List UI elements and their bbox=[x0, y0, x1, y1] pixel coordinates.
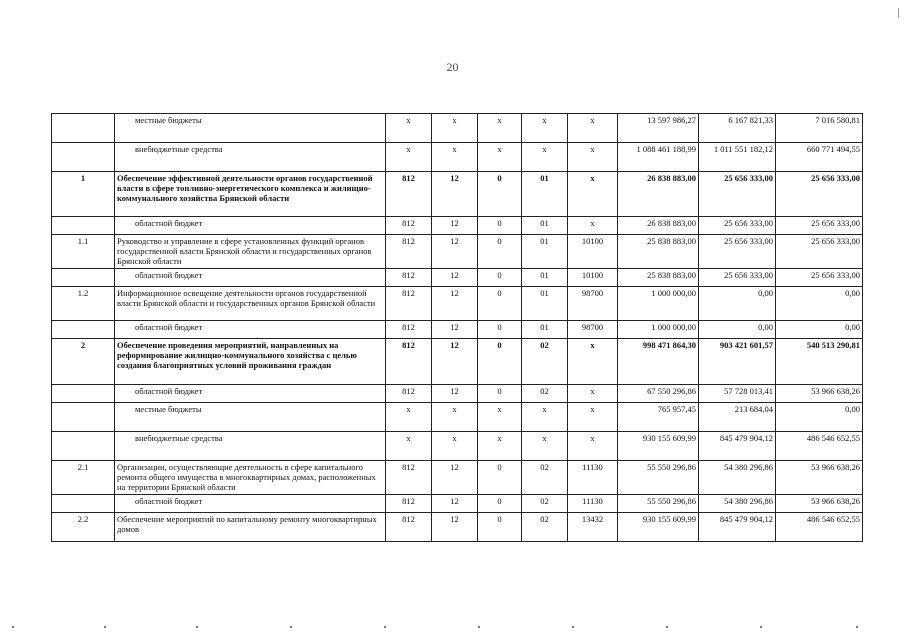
row-name: областной бюджет bbox=[115, 495, 386, 513]
code-subprogram: x bbox=[478, 114, 522, 143]
code-main-activity: 02 bbox=[522, 495, 568, 513]
amount-year-1: 13 597 986,27 bbox=[618, 114, 699, 143]
amount-year-3: 0,00 bbox=[776, 403, 863, 432]
code-direction: x bbox=[568, 172, 618, 217]
amount-year-3: 7 016 580,81 bbox=[776, 114, 863, 143]
code-main-activity: 01 bbox=[522, 172, 568, 217]
code-main-activity: 01 bbox=[522, 269, 568, 287]
code-gov: 812 bbox=[386, 235, 432, 269]
code-gov: x bbox=[386, 403, 432, 432]
code-section: 12 bbox=[432, 461, 478, 495]
table-row bbox=[52, 321, 863, 339]
row-number: 1.1 bbox=[52, 235, 115, 269]
code-section: 12 bbox=[432, 495, 478, 513]
amount-year-2: 0,00 bbox=[699, 321, 776, 339]
row-number bbox=[52, 432, 115, 461]
budget-table bbox=[51, 113, 863, 542]
code-section: 12 bbox=[432, 287, 478, 321]
code-direction: 98700 bbox=[568, 321, 618, 339]
code-main-activity: 02 bbox=[522, 339, 568, 385]
table-row bbox=[52, 269, 863, 287]
code-direction: x bbox=[568, 339, 618, 385]
code-subprogram: 0 bbox=[478, 172, 522, 217]
amount-year-3: 53 966 638,26 bbox=[776, 385, 863, 403]
code-direction: x bbox=[568, 432, 618, 461]
code-subprogram: 0 bbox=[478, 495, 522, 513]
table-row bbox=[52, 495, 863, 513]
amount-year-2: 57 728 013,41 bbox=[699, 385, 776, 403]
amount-year-3: 25 656 333,00 bbox=[776, 269, 863, 287]
code-subprogram: x bbox=[478, 432, 522, 461]
row-number: 1.2 bbox=[52, 287, 115, 321]
row-number bbox=[52, 495, 115, 513]
code-gov: 812 bbox=[386, 513, 432, 542]
amount-year-2: 0,00 bbox=[699, 287, 776, 321]
amount-year-2: 903 421 601,57 bbox=[699, 339, 776, 385]
code-subprogram: 0 bbox=[478, 513, 522, 542]
amount-year-3: 0,00 bbox=[776, 287, 863, 321]
code-gov: 812 bbox=[386, 339, 432, 385]
row-number bbox=[52, 403, 115, 432]
amount-year-2: 25 656 333,00 bbox=[699, 172, 776, 217]
row-number bbox=[52, 217, 115, 235]
amount-year-3: 53 966 638,26 bbox=[776, 461, 863, 495]
row-number bbox=[52, 143, 115, 172]
code-gov: x bbox=[386, 114, 432, 143]
amount-year-1: 26 838 883,00 bbox=[618, 172, 699, 217]
amount-year-2: 6 167 821,33 bbox=[699, 114, 776, 143]
code-gov: 812 bbox=[386, 287, 432, 321]
code-gov: 812 bbox=[386, 385, 432, 403]
amount-year-3: 486 546 652,55 bbox=[776, 513, 863, 542]
code-main-activity: x bbox=[522, 114, 568, 143]
code-subprogram: x bbox=[478, 143, 522, 172]
amount-year-2: 1 011 551 182,12 bbox=[699, 143, 776, 172]
amount-year-2: 213 684,04 bbox=[699, 403, 776, 432]
row-name: местные бюджеты bbox=[115, 403, 386, 432]
code-direction: x bbox=[568, 114, 618, 143]
table-row bbox=[52, 287, 863, 321]
code-main-activity: 01 bbox=[522, 235, 568, 269]
code-section: 12 bbox=[432, 339, 478, 385]
code-direction: 98700 bbox=[568, 287, 618, 321]
amount-year-3: 25 656 333,00 bbox=[776, 235, 863, 269]
code-gov: x bbox=[386, 432, 432, 461]
amount-year-1: 26 838 883,00 bbox=[618, 217, 699, 235]
amount-year-2: 54 380 296,86 bbox=[699, 461, 776, 495]
code-subprogram: 0 bbox=[478, 385, 522, 403]
code-subprogram: 0 bbox=[478, 217, 522, 235]
code-main-activity: 02 bbox=[522, 513, 568, 542]
code-direction: 10100 bbox=[568, 235, 618, 269]
amount-year-2: 25 656 333,00 bbox=[699, 235, 776, 269]
row-number: 2.1 bbox=[52, 461, 115, 495]
amount-year-3: 540 513 290,81 bbox=[776, 339, 863, 385]
code-main-activity: x bbox=[522, 143, 568, 172]
code-subprogram: 0 bbox=[478, 287, 522, 321]
code-gov: x bbox=[386, 143, 432, 172]
page-number: 20 bbox=[446, 60, 459, 74]
amount-year-3: 0,00 bbox=[776, 321, 863, 339]
table-row bbox=[52, 143, 863, 172]
table-row bbox=[52, 513, 863, 542]
code-main-activity: 02 bbox=[522, 461, 568, 495]
code-gov: 812 bbox=[386, 269, 432, 287]
code-subprogram: 0 bbox=[478, 461, 522, 495]
amount-year-1: 1 000 000,00 bbox=[618, 287, 699, 321]
amount-year-2: 25 656 333,00 bbox=[699, 269, 776, 287]
amount-year-2: 54 380 296,86 bbox=[699, 495, 776, 513]
table-row bbox=[52, 114, 863, 143]
table-row bbox=[52, 217, 863, 235]
table-row bbox=[52, 403, 863, 432]
amount-year-1: 67 550 296,86 bbox=[618, 385, 699, 403]
code-section: 12 bbox=[432, 513, 478, 542]
code-section: x bbox=[432, 114, 478, 143]
row-name: Информационное освещение деятельности органов государственной власти Брянской области и государственных органов Брянской области bbox=[115, 287, 386, 321]
table-row bbox=[52, 235, 863, 269]
code-direction: 11130 bbox=[568, 461, 618, 495]
amount-year-3: 486 546 652,55 bbox=[776, 432, 863, 461]
table-row bbox=[52, 461, 863, 495]
code-direction: x bbox=[568, 403, 618, 432]
row-number bbox=[52, 385, 115, 403]
code-subprogram: 0 bbox=[478, 269, 522, 287]
code-section: x bbox=[432, 432, 478, 461]
code-main-activity: x bbox=[522, 432, 568, 461]
code-main-activity: 01 bbox=[522, 321, 568, 339]
amount-year-2: 25 656 333,00 bbox=[699, 217, 776, 235]
code-direction: x bbox=[568, 385, 618, 403]
code-section: 12 bbox=[432, 172, 478, 217]
scan-edge-mark bbox=[898, 8, 899, 18]
code-direction: 11130 bbox=[568, 495, 618, 513]
code-section: x bbox=[432, 143, 478, 172]
amount-year-1: 25 838 883,00 bbox=[618, 235, 699, 269]
row-name: внебюджетные средства bbox=[115, 143, 386, 172]
row-name: Руководство и управление в сфере установленных функций органов государственной власти Брянской области и государственных органов Брянской области bbox=[115, 235, 386, 269]
code-main-activity: 02 bbox=[522, 385, 568, 403]
code-subprogram: x bbox=[478, 403, 522, 432]
code-main-activity: x bbox=[522, 403, 568, 432]
amount-year-1: 1 000 000,00 bbox=[618, 321, 699, 339]
row-name: областной бюджет bbox=[115, 321, 386, 339]
code-subprogram: 0 bbox=[478, 321, 522, 339]
row-name: Обеспечение эффективной деятельности органов государственной власти в сфере топливно-энергетического комплекса и жилищно-коммунального хозяйства Брянской области bbox=[115, 172, 386, 217]
row-number bbox=[52, 321, 115, 339]
code-gov: 812 bbox=[386, 217, 432, 235]
row-number: 2.2 bbox=[52, 513, 115, 542]
code-gov: 812 bbox=[386, 321, 432, 339]
row-number bbox=[52, 269, 115, 287]
code-main-activity: 01 bbox=[522, 287, 568, 321]
code-gov: 812 bbox=[386, 495, 432, 513]
amount-year-3: 25 656 333,00 bbox=[776, 172, 863, 217]
amount-year-3: 53 966 638,26 bbox=[776, 495, 863, 513]
row-name: областной бюджет bbox=[115, 217, 386, 235]
code-gov: 812 bbox=[386, 172, 432, 217]
code-subprogram: 0 bbox=[478, 339, 522, 385]
code-direction: x bbox=[568, 217, 618, 235]
table-row bbox=[52, 172, 863, 217]
amount-year-2: 845 479 904,12 bbox=[699, 432, 776, 461]
code-section: 12 bbox=[432, 217, 478, 235]
code-direction: 10100 bbox=[568, 269, 618, 287]
code-section: 12 bbox=[432, 385, 478, 403]
code-direction: x bbox=[568, 143, 618, 172]
row-number bbox=[52, 114, 115, 143]
code-direction: 13432 bbox=[568, 513, 618, 542]
row-number: 1 bbox=[52, 172, 115, 217]
amount-year-1: 55 550 296,86 bbox=[618, 461, 699, 495]
code-section: 12 bbox=[432, 235, 478, 269]
amount-year-1: 1 088 461 188,99 bbox=[618, 143, 699, 172]
amount-year-1: 998 471 864,30 bbox=[618, 339, 699, 385]
table-body bbox=[52, 114, 863, 542]
row-name: Обеспечение мероприятий по капитальному ремонту многоквартирных домов bbox=[115, 513, 386, 542]
amount-year-1: 930 155 609,99 bbox=[618, 432, 699, 461]
amount-year-1: 930 155 609,99 bbox=[618, 513, 699, 542]
row-name: внебюджетные средства bbox=[115, 432, 386, 461]
code-gov: 812 bbox=[386, 461, 432, 495]
amount-year-1: 55 550 296,86 bbox=[618, 495, 699, 513]
code-section: x bbox=[432, 403, 478, 432]
amount-year-3: 660 771 494,55 bbox=[776, 143, 863, 172]
code-subprogram: 0 bbox=[478, 235, 522, 269]
table-row bbox=[52, 385, 863, 403]
row-name: местные бюджеты bbox=[115, 114, 386, 143]
amount-year-2: 845 479 904,12 bbox=[699, 513, 776, 542]
table-row bbox=[52, 432, 863, 461]
code-section: 12 bbox=[432, 269, 478, 287]
row-number: 2 bbox=[52, 339, 115, 385]
table-row bbox=[52, 339, 863, 385]
code-section: 12 bbox=[432, 321, 478, 339]
scan-bottom-marks bbox=[0, 626, 905, 632]
amount-year-3: 25 656 333,00 bbox=[776, 217, 863, 235]
code-main-activity: 01 bbox=[522, 217, 568, 235]
row-name: областной бюджет bbox=[115, 269, 386, 287]
row-name: областной бюджет bbox=[115, 385, 386, 403]
amount-year-1: 25 838 883,00 bbox=[618, 269, 699, 287]
amount-year-1: 765 957,45 bbox=[618, 403, 699, 432]
row-name: Организации, осуществляющие деятельность в сфере капитального ремонта общего имущества в многоквартирных домах, расположенных на территории Брянской области bbox=[115, 461, 386, 495]
row-name: Обеспечение проведения мероприятий, направленных на реформирование жилищно-коммунального хозяйства с целью создания благоприятных условий проживания граждан bbox=[115, 339, 386, 385]
